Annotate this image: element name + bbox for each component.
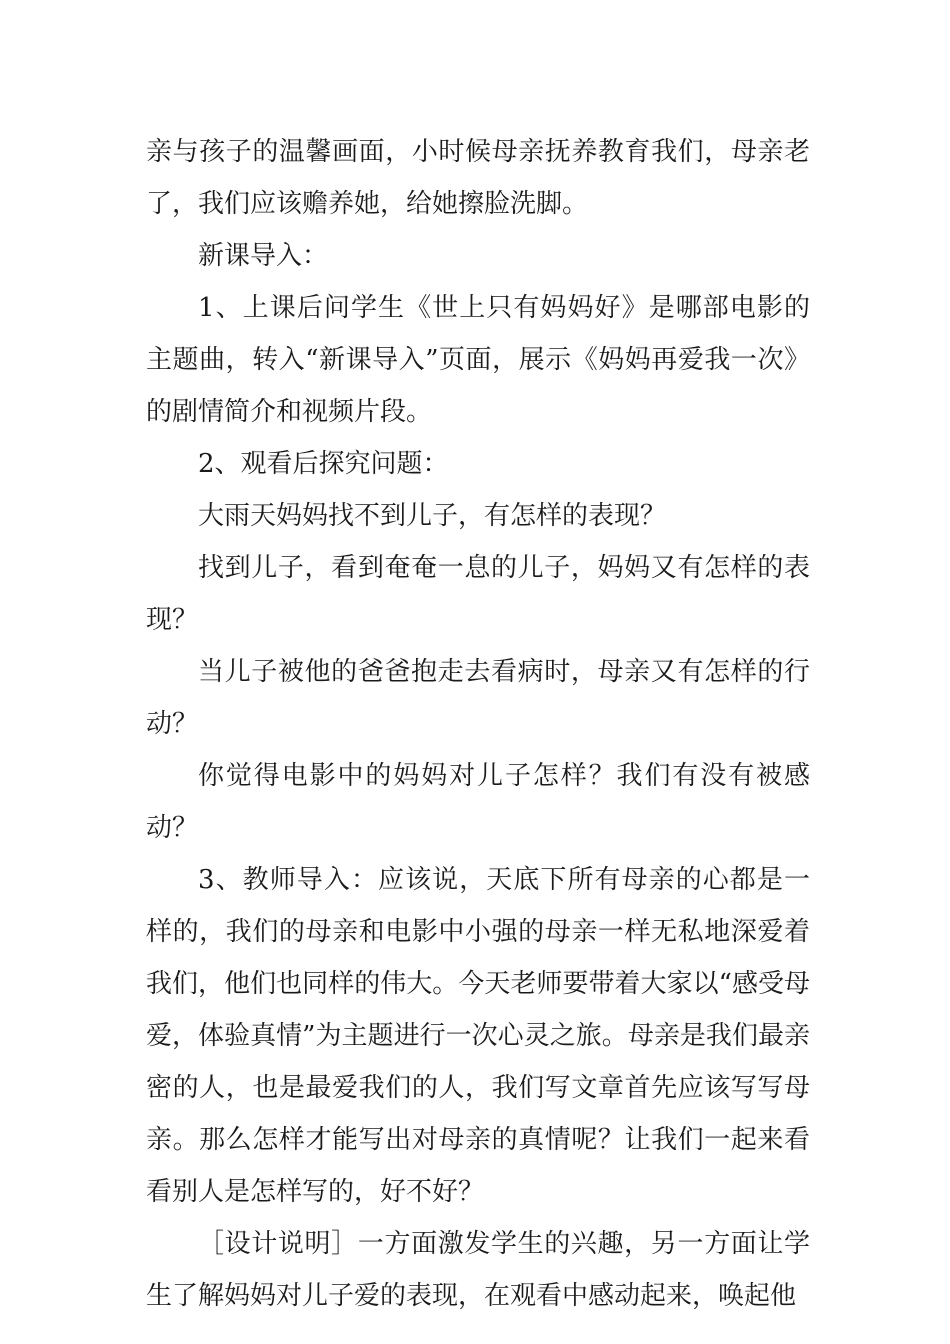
- paragraph-question-3: 当儿子被他的爸爸抱走去看病时，母亲又有怎样的行动？: [146, 657, 810, 739]
- paragraph-question-1: 大雨天妈妈找不到儿子，有怎样的表现？: [198, 501, 667, 531]
- paragraph-step-1: 1、上课后问学生《世上只有妈妈好》是哪部电影的主题曲，转入“新课导入”页面，展示《妈妈再爱我一次》的剧情简介和视频片段。: [146, 293, 810, 427]
- paragraph-question-4: 你觉得电影中的妈妈对儿子怎样？我们有没有被感动？: [146, 761, 810, 843]
- paragraph-question-2: 找到儿子，看到奄奄一息的儿子，妈妈又有怎样的表现？: [146, 553, 810, 635]
- paragraph-new-lesson-heading: 新课导入：: [198, 241, 329, 271]
- paragraph-continuation: 亲与孩子的温馨画面，小时候母亲抚养教育我们，母亲老了，我们应该赡养她，给她擦脸洗脚。: [146, 137, 810, 219]
- paragraph-step-3: 3、教师导入：应该说，天底下所有母亲的心都是一样的，我们的母亲和电影中小强的母亲一样无私地深爱着我们，他们也同样的伟大。今天老师要带着大家以“感受母爱，体验真情”为主题进行一次心灵之旅。母亲是我们最亲密的人，也是最爱我们的人，我们写文章首先应该写写母亲。那么怎样才能写出对母亲的真情呢？让我们一起来看看别人是怎样写的，好不好？: [146, 865, 810, 1207]
- paragraph-design-note: ［设计说明］一方面激发学生的兴趣，另一方面让学生了解妈妈对儿子爱的表现，在观看中感动起来，唤起他: [146, 1229, 810, 1311]
- document-body: [146, 126, 810, 1322]
- paragraph-step-2: 2、观看后探究问题：: [198, 449, 449, 479]
